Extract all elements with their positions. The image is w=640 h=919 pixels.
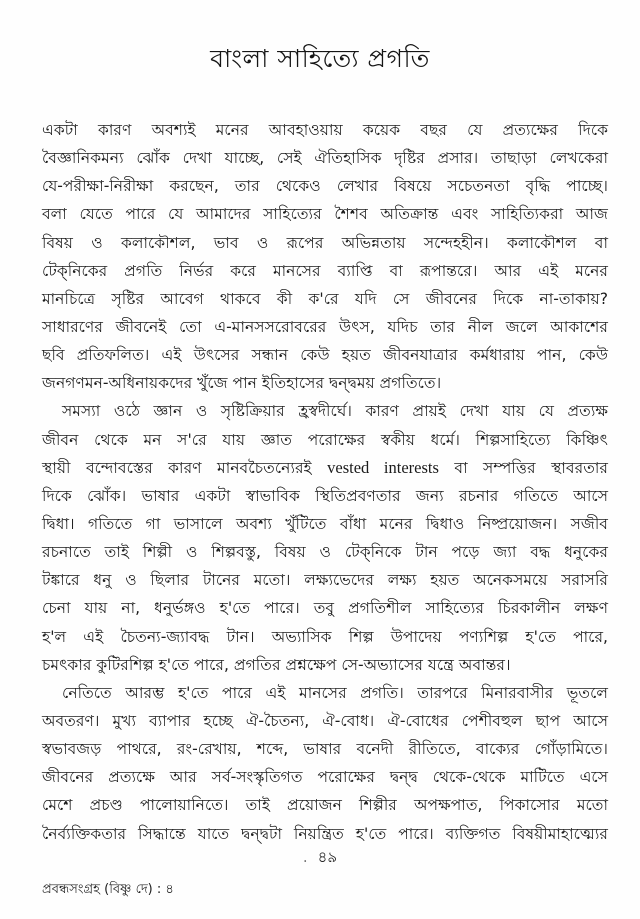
text-line: স্বভাবজড় পাথরে, রং-রেখায়, শব্দে, ভাষার বনেদী রীতিতে, বাক্যের গোঁড়ামিতে। [42, 740, 608, 759]
text-line: ছবি প্রতিফলিত। এই উৎসের সন্ধান কেউ হয়ত জীবনযাত্রার কর্মধারায় পান, কেউ [42, 346, 608, 365]
body-text [42, 116, 608, 848]
book-footer: প্রবন্ধসংগ্রহ (বিষ্ণু দে) : ৪ [42, 882, 174, 897]
text-line: অবতরণ। মুখ্য ব্যাপার হচ্ছে ঐ-চৈতন্য, ঐ-বোধ। ঐ-বোধের পেশীবহুল ছাপ আসে [42, 711, 608, 730]
page-number [0, 846, 640, 871]
text-line: দ্বিধা। গতিতে গা ভাসালে অবশ্য খুঁটিতে বাঁধা মনের দ্বিধাও নিষ্প্রয়োজন। সজীব [42, 514, 608, 533]
text-line-paragraph-start: নেতিতে আরম্ভ হ'তে পারে এই মানসের প্রগতি। তারপরে মিনারবাসীর ভূতলে [62, 683, 608, 702]
text-line: সাধারণের জীবনেই তো এ-মানসসরোবরের উৎস, যদিচ তার নীল জলে আকাশের [42, 317, 608, 336]
scan-dot: . [302, 848, 308, 866]
text-line: বলা যেতে পারে যে আমাদের সাহিত্যের শৈশব অতিক্রান্ত এবং সাহিত্যিকরা আজ [42, 205, 608, 224]
text-line: জীবনের প্রত্যক্ষে আর সর্ব-সংস্কৃতিগত পরোক্ষের দ্বন্দ্ব থেকে-থেকে মাটিতে এসে [42, 768, 608, 787]
page-number-value: ৪৯ [317, 848, 338, 866]
text-line: যে-পরীক্ষা-নিরীক্ষা করছেন, তার থেকেও লেখার বিষয়ে সচেতনতা বৃদ্ধি পাচ্ছে। [42, 177, 608, 196]
text-line-paragraph-end: চমৎকার কুটিরশিল্প হ'তে পারে, প্রগতির প্রশ্নক্ষেপ সে-অভ্যাসের যন্ত্রে অবান্তর। [42, 655, 511, 674]
text-segment: স্থায়ী বন্দোবস্তের কারণ মানবচৈতন্যেরই [42, 458, 328, 477]
text-line: দিকে ঝোঁক। ভাষার একটা স্বাভাবিক স্থিতিপ্রবণতার জন্য রচনার গতিতে আসে [42, 486, 608, 505]
text-line-mixed [42, 454, 608, 482]
text-line: চেনা যায় না, ধনুর্ভঙ্গও হ'তে পারে। তবু প্রগতিশীল সাহিত্যের চিরকালীন লক্ষণ [42, 599, 608, 618]
text-line: নৈর্ব্যক্তিকতার সিদ্ধান্তে যাতে দ্বন্দ্বটা নিয়ন্ত্রিত হ'তে পারে। ব্যক্তিগত বিষয়ীমাহাত্ম্যের [42, 824, 608, 843]
text-segment: বা সম্পত্তির স্থাবরতার [438, 458, 608, 477]
text-line: রচনাতে তাই শিল্পী ও শিল্পবস্তু, বিষয় ও টেক্‌নিকে টান পড়ে জ্যা বদ্ধ ধনুকের [42, 543, 608, 562]
text-line: হ'ল এই চৈতন্য-জ্যাবদ্ধ টান। অভ্যাসিক শিল্প উপাদেয় পণ্যশিল্প হ'তে পারে, [42, 627, 608, 646]
text-line: বিষয় ও কলাকৌশল, ভাব ও রূপের অভিন্নতায় সন্দেহহীন। কলাকৌশল বা [42, 233, 608, 252]
text-line: মানচিত্রে সৃষ্টির আবেগ থাকবে কী ক'রে যদি সে জীবনের দিকে না-তাকায়? [42, 289, 608, 308]
text-line: একটা কারণ অবশ্যই মনের আবহাওয়ায় কয়েক বছর যে প্রত্যক্ষের দিকে [42, 121, 608, 139]
text-line: টঙ্কারে ধনু ও ছিলার টানের মতো। লক্ষ্যভেদের লক্ষ্য হয়ত অনেকসময়ে সরাসরি [42, 571, 608, 590]
text-line-paragraph-end: জনগণমন-অধিনায়কদের খুঁজে পান ইতিহাসের দ্বন্দ্বময় প্রগতিতে। [42, 374, 442, 393]
text-line-paragraph-start: সমস্যা ওঠে জ্ঞান ও সৃষ্টিক্রিয়ার হ্রস্বদীর্ঘে। কারণ প্রায়ই দেখা যায় যে প্রত্যক্ষ [62, 402, 608, 421]
chapter-title: বাংলা সাহিত্যে প্রগতি [210, 44, 430, 73]
text-line: জীবন থেকে মন স'রে যায় জ্ঞাত পরোক্ষের স্বকীয় ধর্মে। শিল্পসাহিত্যে কিঞ্চিৎ [42, 430, 608, 449]
text-line: মেশে প্রচণ্ড পালোয়ানিতে। তাই প্রয়োজন শিল্পীর অপক্ষপাত, পিকাসোর মতো [42, 796, 608, 815]
text-line: বৈজ্ঞানিকমন্য ঝোঁক দেখা যাচ্ছে, সেই ঐতিহাসিক দৃষ্টির প্রসার। তাছাড়া লেখকেরা [42, 149, 608, 168]
latin-phrase: vested interests [327, 457, 439, 477]
text-line: টেক্‌নিকের প্রগতি নির্ভর করে মানসের ব্যাপ্তি বা রূপান্তরে। আর এই মনের [42, 261, 608, 280]
